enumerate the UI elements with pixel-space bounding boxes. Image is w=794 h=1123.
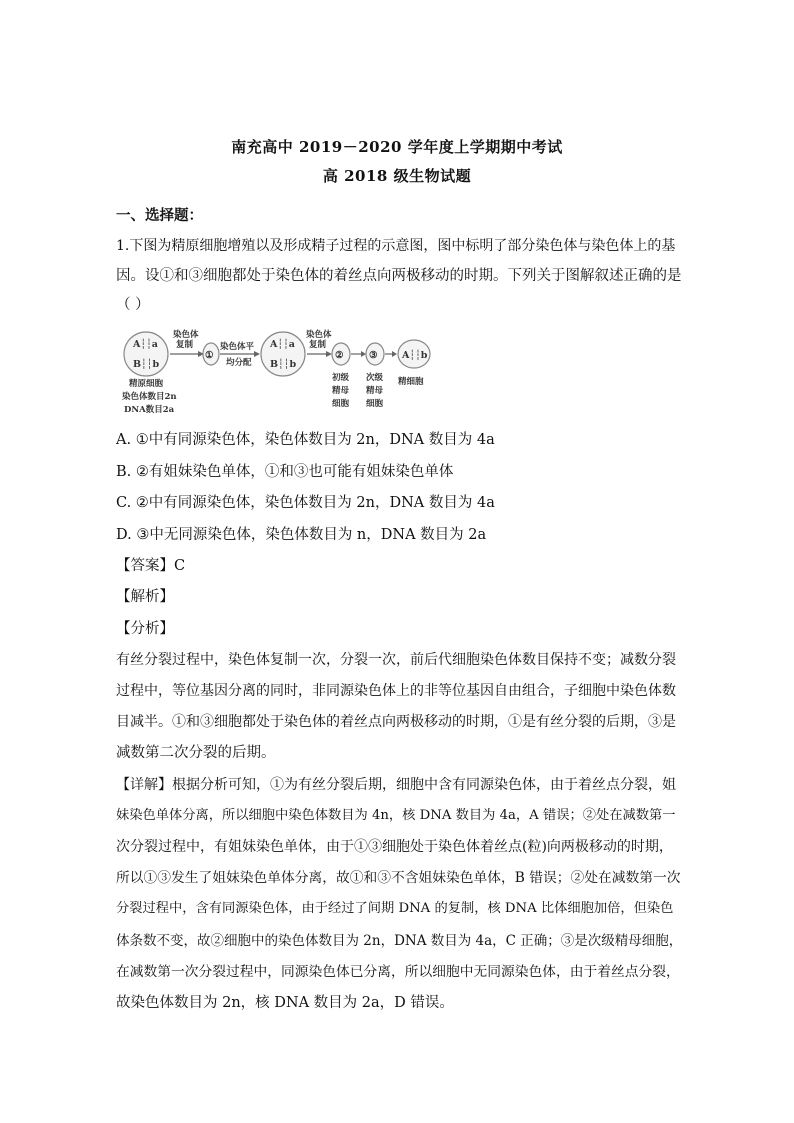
caption3-line1: 次级 <box>366 373 384 383</box>
caption2-line2: 精母 <box>332 386 350 396</box>
caption1-line1: 精原细胞 <box>129 379 164 389</box>
arrow1-label-1: 染色体 <box>173 330 199 340</box>
analysis-line-4: 减数第二次分裂的后期。 <box>116 745 276 761</box>
answer-bracket: （ ） <box>116 297 150 313</box>
cell2-gene-top: A┆┆a <box>270 339 295 350</box>
detail-line-1: 【详解】根据分析可知，①为有丝分裂后期，细胞中含有同源染色体，由于着丝点分裂，姐 <box>116 777 676 793</box>
caption1-line2: 染色体数目2n <box>122 392 177 402</box>
detail-line-7: 在减数第一次分裂过程中，同源染色体已分离，所以细胞中无同源染色体，由于着丝点分裂， <box>116 964 680 980</box>
question-line-2: 因。设①和③细胞都处于染色体的着丝点向两极移动的时期。下列关于图解叙述正确的是 <box>116 268 682 284</box>
option-a: A. ①中有同源染色体，染色体数目为 2n，DNA 数目为 4a <box>116 432 495 448</box>
circle2-label: ② <box>335 350 344 361</box>
cell1-gene-top: A┆┆a <box>133 339 158 350</box>
option-d: D. ③中无同源染色体，染色体数目为 n，DNA 数目为 2a <box>116 527 487 543</box>
arrow-2-head <box>254 351 260 357</box>
detail-line-8: 故染色体数目为 2n，核 DNA 数目为 2a，D 错误。 <box>116 995 454 1011</box>
cell1-gene-bottom: B┆┆b <box>133 359 160 370</box>
analysis-line-2: 过程中，等位基因分离的同时，非同源染色体上的非等位基因自由组合，子细胞中染色体数 <box>116 683 676 699</box>
diagram-svg <box>120 324 440 424</box>
caption2-line3: 细胞 <box>332 399 350 409</box>
cell2-gene-bottom: B┆┆b <box>270 359 297 370</box>
caption1-line3: DNA数目2a <box>124 405 175 415</box>
caption3-line3: 细胞 <box>366 399 384 409</box>
arrow3-label-2: 复制 <box>309 340 327 350</box>
arrow-3-head <box>326 351 332 357</box>
caption3-line2: 精母 <box>366 386 384 396</box>
arrow-4-head <box>361 351 366 357</box>
analysis-line-3: 目减半。①和③细胞都处于染色体的着丝点向两极移动的时期，①是有丝分裂的后期，③是 <box>116 714 676 730</box>
question-line-1: 1.下图为精原细胞增殖以及形成精子过程的示意图，图中标明了部分染色体与染色体上的基 <box>116 238 676 254</box>
meiosis-diagram <box>120 324 440 424</box>
fenxi-heading: 【分析】 <box>116 621 174 637</box>
detail-line-2: 妹染色单体分离，所以细胞中染色体数目为 4n，核 DNA 数目为 4a，A 错误；②处在减数第一 <box>116 808 676 823</box>
detail-line-6: 体条数不变，故②细胞中的染色体数目为 2n，DNA 数目为 4a，C 正确；③是次级精母细胞， <box>116 933 683 949</box>
exam-title: 南充高中 2019－2020 学年度上学期期中考试 <box>231 138 563 156</box>
caption2-line1: 初级 <box>332 373 350 383</box>
section-heading: 一、选择题： <box>116 207 203 224</box>
exam-subtitle: 高 2018 级生物试题 <box>322 167 472 185</box>
caption4: 精细胞 <box>398 377 424 387</box>
detail-line-5: 分裂过程中，含有同源染色体，由于经过了间期 DNA 的复制，核 DNA 比体细胞加倍，但染色 <box>116 901 674 916</box>
circle3-label: ③ <box>369 350 378 361</box>
arrow1-label-2: 复制 <box>176 340 194 350</box>
jiexi-heading: 【解析】 <box>116 589 174 605</box>
arrow-5-head <box>392 351 397 357</box>
option-b: B. ②有姐妹染色单体，①和③也可能有姐妹染色单体 <box>116 464 454 480</box>
option-c: C. ②中有同源染色体，染色体数目为 2n，DNA 数目为 4a <box>116 495 495 511</box>
circle1-label: ① <box>205 350 214 361</box>
detail-line-3: 次分裂过程中，有姐妹染色单体，由于①③细胞处于染色体着丝点(粒)向两极移动的时期， <box>116 839 673 855</box>
arrow2-label-1: 染色体平 <box>220 342 255 352</box>
arrow2-label-2: 均分配 <box>226 358 252 368</box>
analysis-line-1: 有丝分裂过程中，染色体复制一次，分裂一次，前后代细胞染色体数目保持不变；减数分裂 <box>116 652 676 668</box>
arrow3-label-1: 染色体 <box>306 330 332 340</box>
answer-line: 【答案】C <box>116 558 186 574</box>
cell3-gene: A┆┆b <box>402 350 428 361</box>
detail-line-4: 所以①③发生了姐妹染色单体分离，故①和③不含姐妹染色单体，B 错误；②处在减数第一次 <box>116 870 681 886</box>
